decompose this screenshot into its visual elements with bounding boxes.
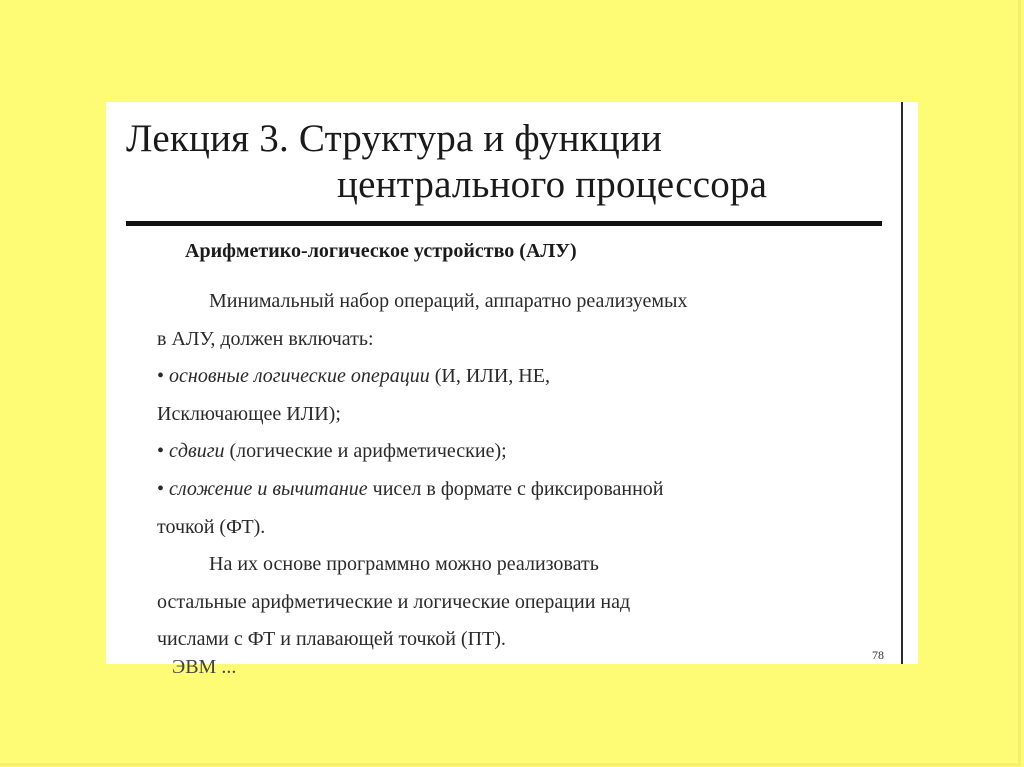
list-item-continuation: Исключающее ИЛИ); (157, 402, 341, 425)
intro-line: в АЛУ, должен включать: (157, 327, 374, 350)
cut-off-text (172, 656, 272, 678)
section-heading: Арифметико-логическое устройство (АЛУ) (185, 240, 577, 262)
list-item-logic-ops (157, 358, 857, 396)
intro-line: Минимальный набор операций, аппаратно реализуемых (209, 290, 688, 312)
title-line-2: центрального процессора (337, 163, 768, 206)
list-item-emphasis: основные логические операции (169, 365, 430, 388)
list-item-shifts (157, 433, 857, 471)
list-item-text: (логические и арифметические); (224, 440, 507, 463)
bullet-marker: • (157, 365, 165, 388)
list-item-continuation: точкой (ФТ). (157, 515, 266, 538)
title-divider (126, 221, 882, 226)
paragraph-line: остальные арифметические и логические операции над (157, 590, 631, 613)
list-item-emphasis: сдвиги (169, 440, 225, 463)
paragraph-line: На их основе программно можно реализовать (209, 553, 599, 576)
page-number: 78 (872, 648, 884, 662)
body-text (157, 283, 857, 659)
paragraph-line: числами с ФТ и плавающей точкой (ПТ). (157, 628, 506, 651)
cut-off-line: ЭВМ ... (172, 656, 237, 678)
list-item-emphasis: сложение и вычитание (169, 477, 368, 500)
list-item-text: чисел в формате с фиксированной (367, 477, 664, 500)
title-line-1: Лекция 3. Структура и функции (126, 117, 663, 160)
bullet-marker: • (157, 477, 165, 500)
bullet-marker: • (157, 440, 165, 463)
document-page (106, 102, 918, 678)
page-title (126, 116, 886, 208)
list-item-text: (И, ИЛИ, НЕ, (429, 365, 550, 388)
page-edge-line (901, 102, 903, 664)
list-item-add-sub (157, 471, 857, 509)
